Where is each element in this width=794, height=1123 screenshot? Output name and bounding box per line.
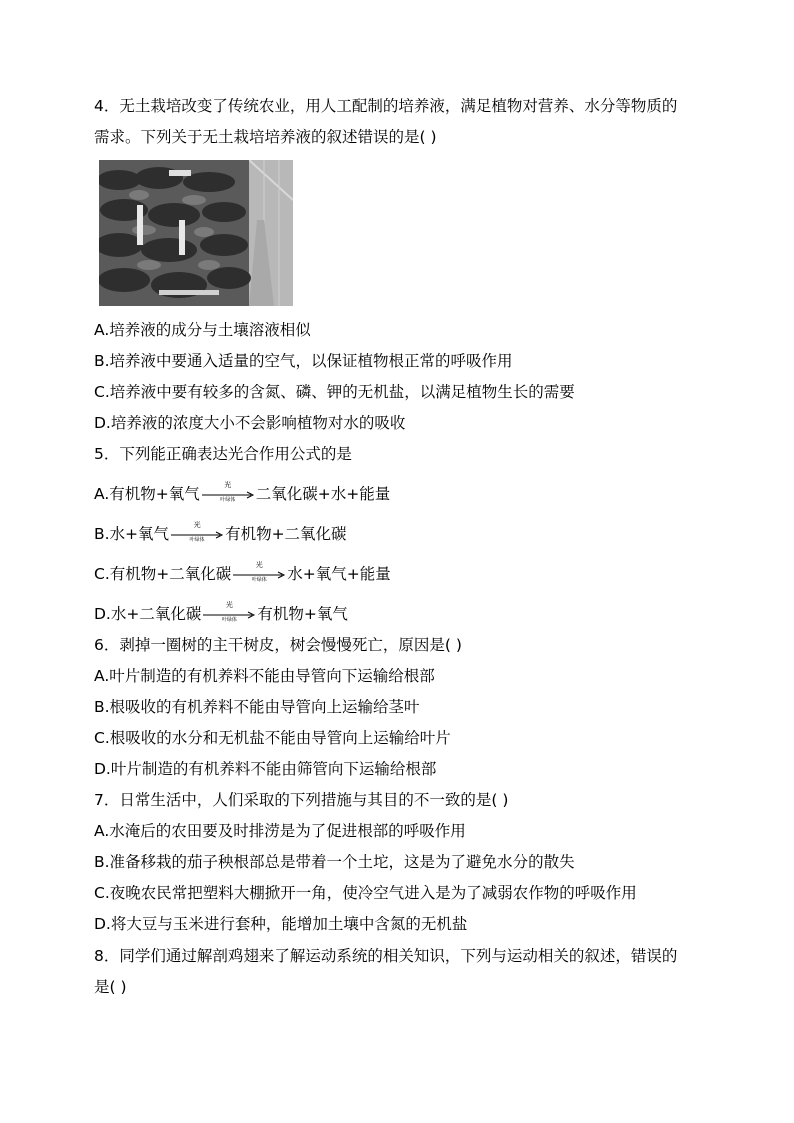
q4-stem-line1: 4．无土栽培改变了传统农业，用人工配制的培养液，满足植物对营养、水分等物质的 bbox=[94, 97, 678, 115]
arrow-condition-light: 光 bbox=[255, 560, 263, 569]
q6-option-b: B.根吸收的有机养料不能由导管向上运输给茎叶 bbox=[94, 698, 420, 716]
q5-option-a-reactants: A.有机物+氧气 bbox=[94, 485, 200, 503]
q8-stem-line1: 8．同学们通过解剖鸡翅来了解运动系统的相关知识，下列与运动相关的叙述，错误的 bbox=[94, 947, 678, 965]
q7-stem: 7．日常生活中，人们采取的下列措施与其目的不一致的是( ) bbox=[94, 791, 509, 809]
q6-option-a: A.叶片制造的有机养料不能由导管向下运输给根部 bbox=[94, 667, 435, 685]
q5-stem: 5．下列能正确表达光合作用公式的是 bbox=[94, 445, 352, 463]
q7-option-a: A.水淹后的农田要及时排涝是为了促进根部的呼吸作用 bbox=[94, 822, 466, 840]
arrow-condition-chloroplast: 叶绿体 bbox=[251, 576, 267, 583]
q4-option-b: B.培养液中要通入适量的空气，以保证植物根正常的呼吸作用 bbox=[94, 352, 513, 370]
q7-option-c: C.夜晚农民常把塑料大棚掀开一角，使冷空气进入是为了减弱农作物的呼吸作用 bbox=[94, 884, 637, 902]
q4-option-c: C.培养液中要有较多的含氮、磷、钾的无机盐，以满足植物生长的需要 bbox=[94, 383, 575, 401]
arrow-condition-light: 光 bbox=[225, 600, 233, 609]
q5-option-d-products: 有机物+氧气 bbox=[257, 605, 348, 623]
reaction-arrow bbox=[232, 560, 286, 583]
reaction-arrow bbox=[201, 480, 255, 503]
arrow-condition-light: 光 bbox=[224, 480, 232, 489]
arrow-condition-chloroplast: 叶绿体 bbox=[189, 536, 205, 543]
q6-option-c: C.根吸收的水分和无机盐不能由导管向上运输给叶片 bbox=[94, 729, 451, 747]
q5-option-d-reactants: D.水+二氧化碳 bbox=[94, 605, 202, 623]
q5-option-b bbox=[94, 520, 347, 544]
arrow-condition-chloroplast: 叶绿体 bbox=[221, 616, 237, 623]
hydroponics-photo bbox=[99, 160, 293, 306]
q5-option-a-products: 二氧化碳+水+能量 bbox=[255, 485, 391, 503]
q4-option-a: A.培养液的成分与土壤溶液相似 bbox=[94, 321, 311, 339]
q6-option-d: D.叶片制造的有机养料不能由筛管向下运输给根部 bbox=[94, 760, 437, 778]
reaction-arrow bbox=[170, 520, 224, 543]
arrow-condition-chloroplast: 叶绿体 bbox=[220, 496, 236, 503]
q5-option-a bbox=[94, 480, 391, 504]
q5-option-c bbox=[94, 560, 391, 584]
q5-option-b-products: 有机物+二氧化碳 bbox=[225, 525, 347, 543]
q5-option-d bbox=[94, 600, 348, 624]
q4-option-d: D.培养液的浓度大小不会影响植物对水的吸收 bbox=[94, 414, 406, 432]
q6-stem: 6．剥掉一圈树的主干树皮，树会慢慢死亡，原因是( ) bbox=[94, 636, 462, 654]
q5-option-c-products: 水+氧气+能量 bbox=[287, 565, 391, 583]
q7-option-b: B.准备移栽的茄子秧根部总是带着一个土坨，这是为了避免水分的散失 bbox=[94, 853, 575, 871]
q5-option-b-reactants: B.水+氧气 bbox=[94, 525, 170, 543]
q5-option-c-reactants: C.有机物+二氧化碳 bbox=[94, 565, 232, 583]
reaction-arrow bbox=[202, 600, 256, 623]
q7-option-d: D.将大豆与玉米进行套种，能增加土壤中含氮的无机盐 bbox=[94, 915, 468, 933]
q4-stem-line2: 需求。下列关于无土栽培培养液的叙述错误的是( ) bbox=[94, 128, 437, 146]
arrow-condition-light: 光 bbox=[193, 520, 201, 529]
q8-stem-line2: 是( ) bbox=[94, 978, 127, 996]
